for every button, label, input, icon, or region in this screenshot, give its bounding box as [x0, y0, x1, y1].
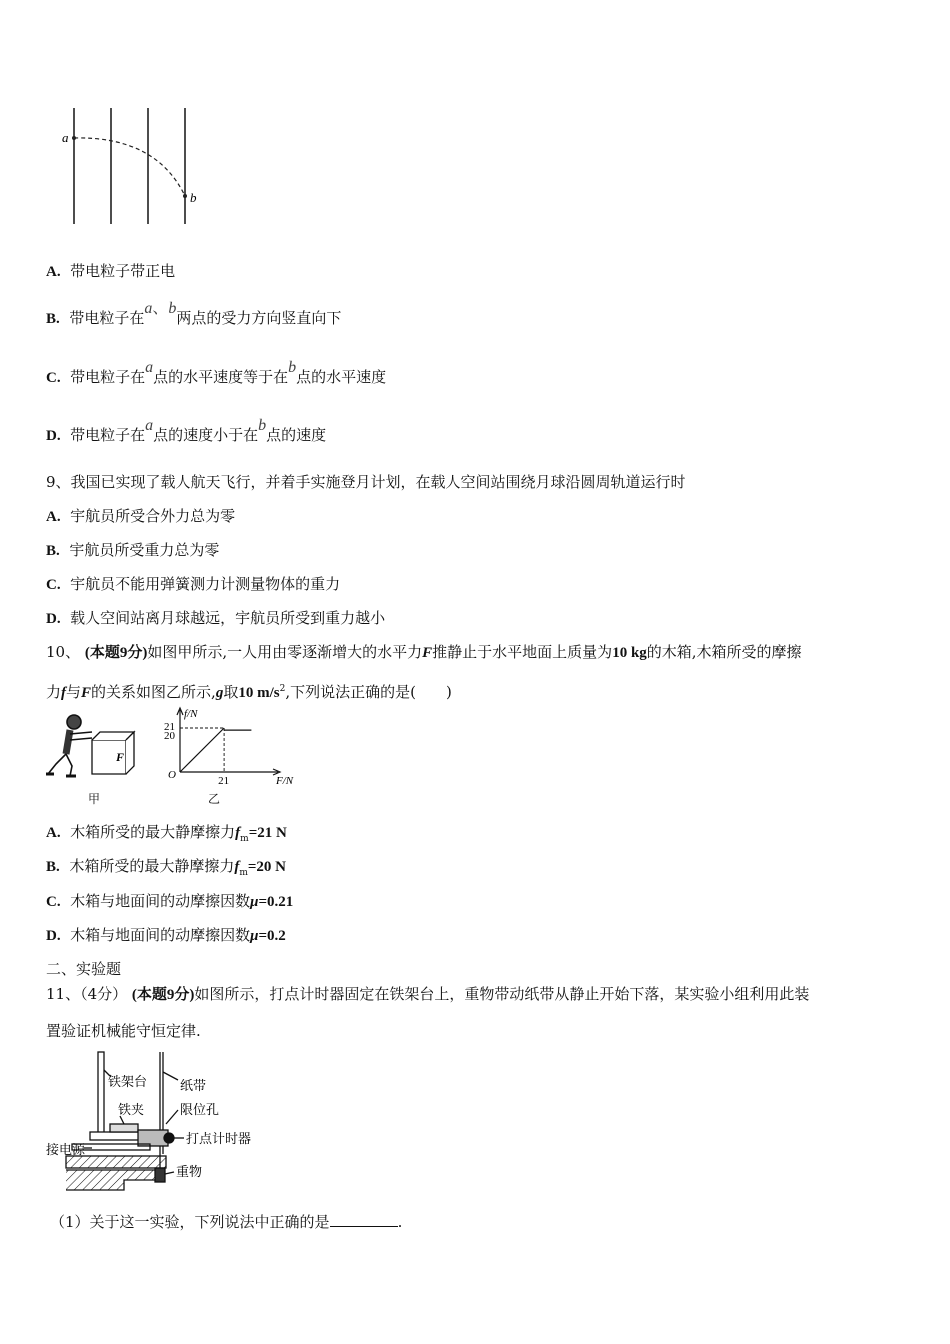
g-value: 10 m/s [238, 685, 280, 701]
option-letter: C. [46, 894, 61, 910]
q9-option-d[interactable] [46, 608, 385, 629]
table-top [66, 1156, 166, 1168]
q11-score: （4分） [80, 985, 128, 1003]
var-g: g [215, 685, 224, 701]
q11-number: 11、 [46, 985, 81, 1003]
option-text: 带电粒子带正电 [70, 262, 176, 280]
q11-stem-part: 如图所示，打点计时器固定在铁架台上，重物带动纸带从静止开始下落，某实验小组利用此装 [194, 985, 810, 1003]
label-xianweikong: 限位孔 [180, 1102, 220, 1117]
q10-stem-part: 与 [66, 683, 82, 701]
var-F: F [81, 685, 92, 701]
q8-option-a[interactable] [46, 261, 175, 282]
q9-option-c[interactable] [46, 574, 340, 595]
q10-stem-part: 如图甲所示,一人用由零逐渐增大的水平力 [147, 643, 423, 661]
point-b [183, 194, 187, 198]
q10-stem-line2 [46, 679, 452, 703]
subscript-m: m [240, 834, 249, 844]
figure-label-jia: 甲 [88, 792, 101, 806]
q8-option-c[interactable] [46, 359, 387, 388]
option-letter: D. [46, 428, 61, 444]
var-f: f [235, 825, 241, 841]
option-letter: C. [46, 577, 61, 593]
timer-apparatus-figure [44, 1050, 274, 1200]
person-illustration [46, 715, 92, 776]
option-text-pre: 带电粒子在 [69, 309, 145, 327]
label-jiedianyuan: 接电源 [46, 1142, 86, 1157]
q10-option-b[interactable] [46, 856, 286, 883]
var-b: b [258, 417, 267, 434]
var-mu: μ [250, 894, 259, 910]
stand-rod [98, 1052, 104, 1138]
var-b: b [288, 359, 297, 376]
option-text-pre: 带电粒子在 [70, 368, 146, 386]
option-text-pre: 木箱与地面间的动摩擦因数 [70, 892, 251, 910]
label-tiejia: 铁夹 [118, 1102, 145, 1117]
label-zhongwu: 重物 [176, 1164, 203, 1179]
option-text-mid: 点的速度小于在 [153, 426, 259, 444]
option-letter: B. [46, 543, 60, 559]
option-value: =20 N [247, 859, 287, 875]
option-text-pre: 带电粒子在 [70, 426, 146, 444]
option-text-post: 点的水平速度 [296, 368, 387, 386]
weight [155, 1168, 165, 1182]
option-letter: B. [46, 859, 60, 875]
option-text: 宇航员不能用弹簧测力计测量物体的重力 [70, 575, 341, 593]
option-letter: C. [46, 370, 61, 386]
option-letter: A. [46, 509, 61, 525]
figure-label-yi: 乙 [208, 792, 221, 806]
mass-value: 10 kg [612, 645, 647, 661]
q9-stem: 9、我国已实现了载人航天飞行，并着手实施登月计划，在载人空间站围绕月球沿圆周轨道运行时 [46, 473, 686, 491]
label-tiejiatai: 铁架台 [108, 1074, 148, 1089]
table-edge [66, 1170, 156, 1190]
q10-option-d[interactable] [46, 925, 286, 946]
var-a: a [145, 417, 154, 434]
option-text-post: 两点的受力方向竖直向下 [176, 309, 342, 327]
option-letter: D. [46, 611, 61, 627]
wooden-box [92, 732, 134, 774]
var-a: a [144, 300, 153, 317]
q10-number: 10、 [46, 643, 81, 661]
q10-stem-part: 推静止于水平地面上质量为 [432, 643, 613, 661]
q10-stem-part: 的木箱,木箱所受的摩擦 [646, 643, 802, 661]
point-a [72, 136, 76, 140]
option-value: =0.21 [258, 894, 294, 910]
sub-text: 关于这一实验，下列说法中正确的是 [89, 1213, 330, 1231]
option-text: 宇航员所受重力总为零 [69, 541, 220, 559]
q10-stem-part: 取 [223, 683, 239, 701]
q10-stem-part: ,下列说法正确的是( ) [285, 683, 452, 701]
q9-option-b[interactable] [46, 540, 219, 561]
q10-stem-part: 的关系如图乙所示, [91, 683, 216, 701]
option-letter: A. [46, 825, 61, 841]
var-F: F [422, 645, 433, 661]
option-text: 载人空间站离月球越远，宇航员所受到重力越小 [70, 609, 386, 627]
label-b: b [190, 190, 197, 205]
box-force-label: F [116, 750, 125, 764]
y-tick-20: 20 [164, 730, 175, 743]
sub-number: （1） [50, 1213, 90, 1231]
timer-dot [164, 1133, 174, 1143]
q10-option-a[interactable] [46, 822, 287, 849]
g-exponent: 2 [279, 684, 286, 694]
separator: 、 [152, 300, 169, 317]
x-axis-label: F/N [276, 775, 294, 787]
option-text-pre: 木箱所受的最大静摩擦力 [69, 857, 235, 875]
subscript-m: m [239, 868, 248, 878]
label-a: a [62, 130, 69, 145]
q10-stem-part: 力 [46, 683, 62, 701]
option-value: =21 N [248, 825, 287, 841]
static-friction-line [180, 728, 224, 772]
option-letter: D. [46, 928, 61, 944]
var-mu: μ [250, 928, 259, 944]
option-text-post: 点的速度 [266, 426, 327, 444]
sub-end: . [397, 1213, 403, 1231]
q11-subquestion-1 [50, 1212, 402, 1232]
option-letter: A. [46, 264, 61, 280]
q10-tag: (本题9分) [84, 645, 148, 661]
q11-stem-line2: 置验证机械能守恒定律. [46, 1022, 201, 1040]
q9-option-a[interactable] [46, 506, 235, 527]
option-text-pre: 木箱与地面间的动摩擦因数 [70, 926, 251, 944]
person-pushing-box-figure [44, 712, 140, 784]
section-heading-experiment: 二、实验题 [46, 960, 122, 978]
q10-option-c[interactable] [46, 891, 293, 912]
y-tick-21: 21 [164, 721, 175, 733]
y-axis-label: f/N [184, 708, 198, 720]
label-dadianjishiqi: 打点计时器 [186, 1131, 252, 1146]
option-value: =0.2 [258, 928, 286, 944]
label-zhidai: 纸带 [180, 1078, 207, 1093]
friction-force-graph [160, 706, 305, 788]
field-trajectory-figure [56, 100, 206, 228]
q10-stem-line1 [46, 642, 802, 663]
trajectory-curve [74, 138, 185, 196]
option-text-pre: 木箱所受的最大静摩擦力 [70, 823, 236, 841]
option-letter: B. [46, 311, 60, 327]
origin-label: O [168, 769, 176, 781]
option-text: 宇航员所受合外力总为零 [70, 507, 236, 525]
var-b: b [168, 300, 177, 317]
answer-blank[interactable] [330, 1212, 398, 1227]
var-a: a [145, 359, 154, 376]
x-tick-21: 21 [218, 775, 230, 787]
q11-stem-line1 [46, 984, 809, 1005]
var-f: f [61, 685, 67, 701]
var-f: f [234, 859, 240, 875]
option-text-mid: 点的水平速度等于在 [153, 368, 289, 386]
q11-tag: (本题9分) [131, 987, 195, 1003]
q8-option-d[interactable] [46, 417, 327, 446]
q8-option-b[interactable] [46, 300, 342, 329]
